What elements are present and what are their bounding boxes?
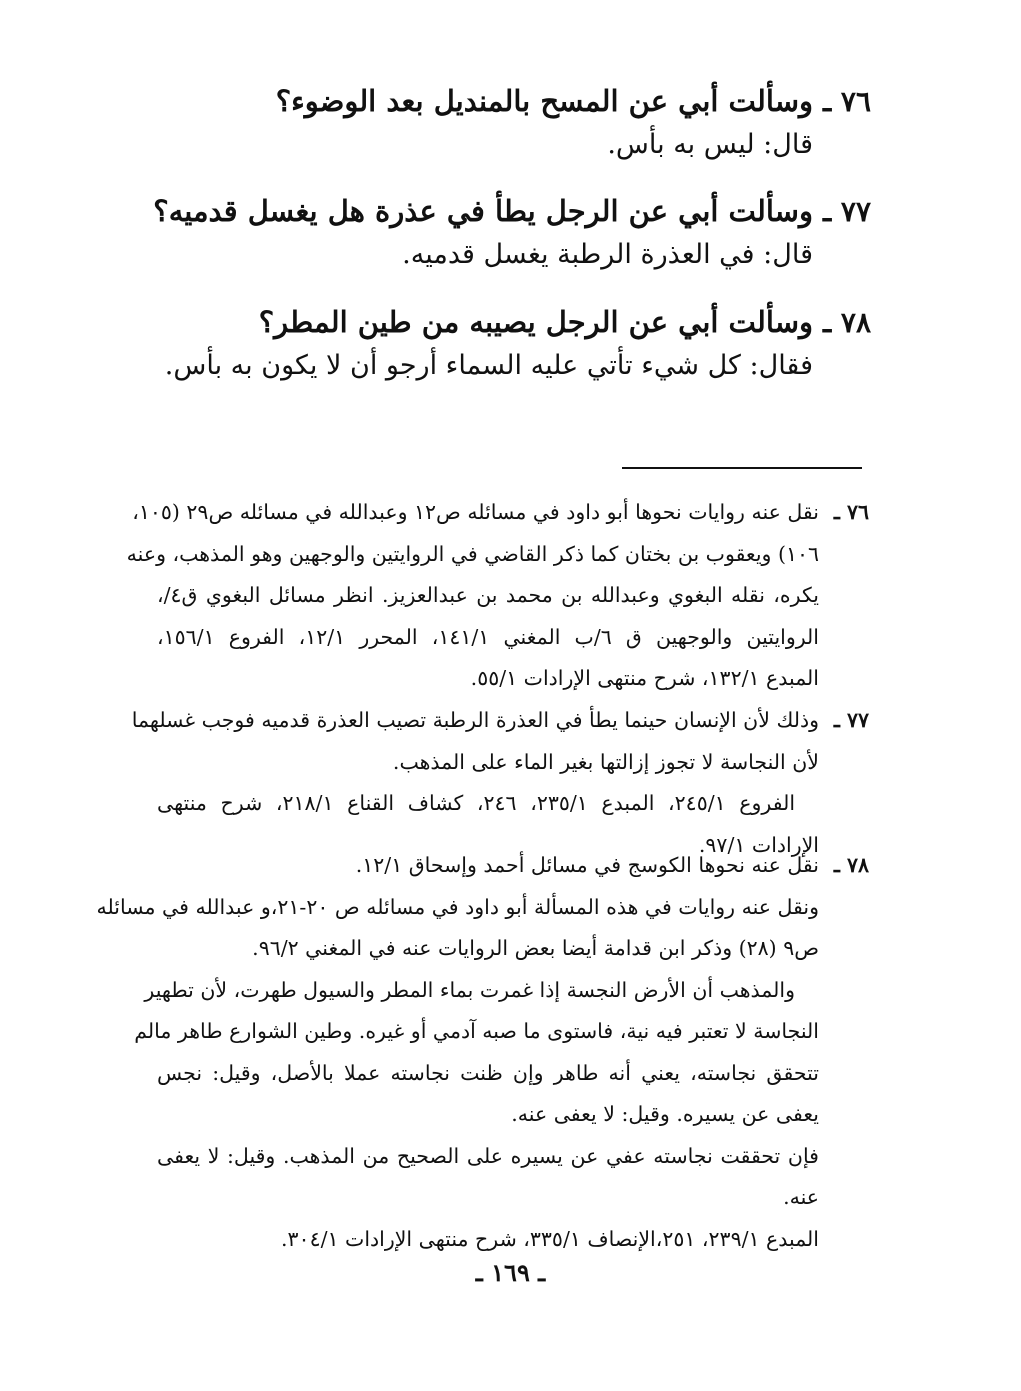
footnote-paragraph-line: يعفى عن يسيره. وقيل: لا يعفى عنه. bbox=[511, 1102, 819, 1126]
footnote-number: ٧٧ ـ bbox=[833, 708, 869, 732]
footnote-line: ص٩ (٢٨) وذكر ابن قدامة أيضا بعض الروايات عنه في المغني ٩٦/٢. bbox=[252, 936, 819, 960]
footnote-paragraph-line: فإن تحققت نجاسته عفي عن يسيره على الصحيح من المذهب. وقيل: لا يعفى bbox=[157, 1143, 819, 1168]
footnote-line: المبدع ١٣٢/١، شرح منتهى الإرادات ٥٥/١. bbox=[470, 666, 819, 690]
question-line bbox=[131, 299, 871, 345]
footnote-77 bbox=[131, 700, 869, 866]
question-text: وسألت أبي عن الرجل يطأ في عذرة هل يغسل قدميه؟ bbox=[153, 194, 813, 228]
answer-text: قال: في العذرة الرطبة يغسل قدميه. bbox=[402, 239, 813, 270]
question-number: ٧٧ ـ bbox=[822, 195, 871, 228]
footnote-line: ونقل عنه روايات في هذه المسألة أبو داود في مسائله ص ٢٠-٢١،و عبدالله في مسائله bbox=[96, 894, 819, 919]
footnote-paragraph-line: عنه. bbox=[783, 1185, 819, 1209]
footnote-separator bbox=[622, 467, 862, 469]
page-number: ـ ١٦٩ ـ bbox=[475, 1258, 546, 1287]
answer-text: قال: ليس به بأس. bbox=[607, 129, 813, 160]
footnote-paragraph-line: تتحقق نجاسته، يعني أنه طاهر وإن ظنت نجاسته عملا بالأصل، وقيل: نجس bbox=[157, 1060, 819, 1085]
footnote-number: ٧٦ ـ bbox=[833, 500, 869, 524]
question-text: وسألت أبي عن المسح بالمنديل بعد الوضوء؟ bbox=[275, 84, 813, 118]
footnote-reference: الإرادات ٩٧/١. bbox=[698, 832, 819, 857]
footnote-first-line bbox=[132, 492, 869, 534]
question-number: ٧٨ ـ bbox=[822, 306, 871, 339]
footnote-paragraph-line: والمذهب أن الأرض النجسة إذا غمرت بماء المطر والسيول طهرت، لأن تطهير bbox=[144, 977, 795, 1002]
question-text: وسألت أبي عن الرجل يصيبه من طين المطر؟ bbox=[258, 305, 813, 339]
footnote-text: نقل عنه نحوها الكوسج في مسائل أحمد وإسحاق ١٢/١. bbox=[355, 853, 819, 877]
question-77 bbox=[131, 188, 871, 276]
footnote-line: يكره، نقله البغوي وعبدالله بن محمد بن عبدالعزيز. انظر مسائل البغوي ق٤/، bbox=[157, 583, 819, 607]
footnote-78 bbox=[96, 845, 869, 1260]
question-76 bbox=[131, 78, 871, 166]
footnote-text: وذلك لأن الإنسان حينما يطأ في العذرة الرطبة تصيب العذرة قدميه فوجب غسلهما bbox=[131, 708, 819, 732]
footnote-line: لأن النجاسة لا تجوز إزالتها بغير الماء على المذهب. bbox=[392, 749, 819, 774]
footnote-76 bbox=[126, 492, 869, 700]
footnote-number: ٧٨ ـ bbox=[833, 853, 869, 877]
footnote-reference: المبدع ٢٣٩/١، ٢٥١،الإنصاف ٣٣٥/١، شرح منتهى الإرادات ٣٠٤/١. bbox=[281, 1226, 819, 1251]
answer-text: فقال: كل شيء تأتي عليه السماء أرجو أن لا يكون به بأس. bbox=[164, 350, 813, 381]
question-number: ٧٦ ـ bbox=[822, 85, 871, 118]
footnote-paragraph-line: النجاسة لا تعتبر فيه نية، فاستوى ما صبه آدمي أو غيره. وطين الشوارع طاهر مالم bbox=[134, 1019, 819, 1043]
footnote-reference: الفروع ٢٤٥/١، المبدع ٢٣٥/١، ٢٤٦، كشاف القناع ٢١٨/١، شرح منتهى bbox=[157, 791, 796, 815]
question-78 bbox=[131, 299, 871, 387]
question-line bbox=[131, 188, 871, 234]
footnote-text: نقل عنه روايات نحوها أبو داود في مسائله ص١٢ وعبدالله في مسائله ص٢٩ (١٠٥، bbox=[132, 500, 819, 524]
footnote-line: الروايتين والوجهين ق ٦/ب المغني ١٤١/١، المحرر ١٢/١، الفروع ١٥٦/١، bbox=[157, 624, 819, 649]
footnote-first-line bbox=[157, 845, 869, 887]
footnote-first-line bbox=[131, 700, 869, 742]
footnote-line: ١٠٦) ويعقوب بن بختان كما ذكر القاضي في الروايتين والوجهين وهو المذهب، وعنه bbox=[126, 541, 819, 566]
question-line bbox=[131, 78, 871, 124]
